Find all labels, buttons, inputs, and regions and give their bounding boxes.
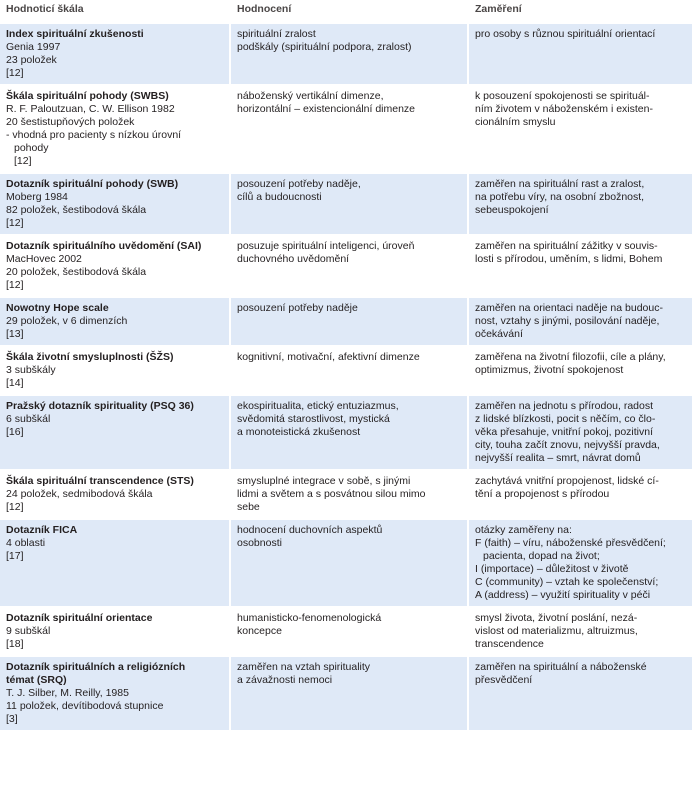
- rating-text: a monoteistická zkušenost: [237, 426, 361, 438]
- focus-text: smysl života, životní poslání, nezá-: [475, 612, 638, 624]
- focus-text: nost, vztahy s jinými, posilování naděje,: [475, 315, 660, 327]
- scale-cell: [0, 519, 230, 607]
- focus-text: přesvědčení: [475, 674, 533, 686]
- scale-detail: 82 položek, šestibodová škála: [6, 204, 147, 216]
- focus-text: I (importace) – důležitost v životě: [475, 563, 629, 575]
- rating-cell: [230, 607, 468, 656]
- scale-reference: [16]: [6, 426, 24, 438]
- table-row: [0, 235, 692, 297]
- focus-text: vislost od materializmu, altruizmus,: [475, 625, 638, 637]
- rating-text: podškály (spirituální podpora, zralost): [237, 41, 412, 53]
- rating-text: osobnosti: [237, 537, 282, 549]
- rating-text: koncepce: [237, 625, 282, 637]
- rating-cell: [230, 297, 468, 346]
- scale-cell: [0, 395, 230, 470]
- scale-name: Škála spirituální pohody (SWBS): [6, 90, 169, 102]
- focus-text: zaměřen na orientaci naděje na budouc-: [475, 302, 663, 314]
- scale-name: Dotazník spirituálních a religiózních: [6, 661, 186, 673]
- scale-cell: [0, 235, 230, 297]
- focus-text: zaměřen na spirituální zážitky v souvis-: [475, 240, 658, 252]
- rating-text: náboženský vertikální dimenze,: [237, 90, 384, 102]
- scale-name: Dotazník spirituální orientace: [6, 612, 153, 624]
- scale-cell: [0, 85, 230, 173]
- rating-cell: [230, 519, 468, 607]
- scale-detail: 3 subškály: [6, 364, 56, 376]
- focus-cell: [468, 607, 692, 656]
- table-row: [0, 85, 692, 173]
- focus-text: zaměřen na jednotu s přírodou, radost: [475, 400, 654, 412]
- focus-text: losti s přírodou, uměním, s lidmi, Bohem: [475, 253, 663, 265]
- scale-reference: [14]: [6, 377, 24, 389]
- scale-name: Dotazník spirituálního uvědomění (SAI): [6, 240, 202, 252]
- focus-text: F (faith) – víru, náboženské přesvědčení;: [475, 537, 666, 549]
- focus-text: optimizmus, životní spokojenost: [475, 364, 624, 376]
- scale-detail: 20 položek, šestibodová škála: [6, 266, 147, 278]
- rating-text: hodnocení duchovních aspektů: [237, 524, 383, 536]
- rating-cell: [230, 173, 468, 235]
- focus-text: zaměřena na životní filozofii, cíle a plány,: [475, 351, 666, 363]
- focus-text: nejvyšší realita – smrt, návrat domů: [475, 452, 641, 464]
- scale-reference: [18]: [6, 638, 24, 650]
- scale-name: Škála životní smysluplnosti (ŠŽS): [6, 351, 174, 363]
- focus-text: zachytává vnitřní propojenost, lidské cí-: [475, 475, 659, 487]
- rating-text: horizontální – existencionální dimenze: [237, 103, 416, 115]
- table-header-row: [0, 0, 692, 23]
- scale-cell: [0, 23, 230, 85]
- scale-name: Pražský dotazník spirituality (PSQ 36): [6, 400, 194, 412]
- rating-text: spirituální zralost: [237, 28, 316, 40]
- focus-text: zaměřen na spirituální a náboženské: [475, 661, 647, 673]
- focus-cell: [468, 85, 692, 173]
- scale-detail: 4 oblasti: [6, 537, 46, 549]
- rating-cell: [230, 470, 468, 519]
- scale-cell: [0, 656, 230, 731]
- focus-cell: [468, 173, 692, 235]
- rating-text: kognitivní, motivační, afektivní dimenze: [237, 351, 420, 363]
- focus-text: A (address) – využití spirituality v péči: [475, 589, 651, 601]
- scale-cell: [0, 346, 230, 395]
- scale-detail: 6 subškál: [6, 413, 51, 425]
- scale-detail: T. J. Silber, M. Reilly, 1985: [6, 687, 129, 699]
- rating-text: svědomitá starostlivost, mystická: [237, 413, 390, 425]
- scale-cell: [0, 173, 230, 235]
- rating-cell: [230, 235, 468, 297]
- scale-reference: [12]: [14, 155, 32, 167]
- focus-cell: [468, 656, 692, 731]
- header-rating: Hodnocení: [230, 0, 468, 23]
- focus-text: z lidské blízkosti, pocit s něčím, co člo-: [475, 413, 656, 425]
- scale-detail: Moberg 1984: [6, 191, 68, 203]
- focus-text: city, touha začít znovu, nejvyšší pravda,: [475, 439, 660, 451]
- focus-text: transcendence: [475, 638, 544, 650]
- focus-cell: [468, 297, 692, 346]
- table-row: [0, 346, 692, 395]
- scale-detail: 20 šestistupňových položek: [6, 116, 135, 128]
- rating-text: cílů a budoucnosti: [237, 191, 322, 203]
- scale-reference: [12]: [6, 67, 24, 79]
- scale-detail: MacHovec 2002: [6, 253, 82, 265]
- focus-text: sebeuspokojení: [475, 204, 549, 216]
- table-row: [0, 23, 692, 85]
- scale-reference: [3]: [6, 713, 18, 725]
- scale-detail: pohody: [14, 142, 49, 154]
- focus-text: na potřebu víry, na osobní zbožnost,: [475, 191, 645, 203]
- focus-cell: [468, 395, 692, 470]
- rating-cell: [230, 85, 468, 173]
- rating-text: lidmi a světem a s posvátnou silou mimo: [237, 488, 426, 500]
- focus-text: zaměřen na spirituální rast a zralost,: [475, 178, 645, 190]
- scale-cell: [0, 297, 230, 346]
- rating-text: posuzuje spirituální inteligenci, úroveň: [237, 240, 415, 252]
- focus-cell: [468, 519, 692, 607]
- rating-text: posouzení potřeby naděje,: [237, 178, 361, 190]
- scale-detail: Genia 1997: [6, 41, 61, 53]
- scale-cell: [0, 470, 230, 519]
- rating-text: ekospiritualita, etický entuziazmus,: [237, 400, 399, 412]
- rating-text: humanisticko-fenomenologická: [237, 612, 382, 624]
- scale-reference: [13]: [6, 328, 24, 340]
- rating-text: duchovného uvědomění: [237, 253, 350, 265]
- scale-name: Dotazník spirituální pohody (SWB): [6, 178, 179, 190]
- table-row: [0, 519, 692, 607]
- scale-name: Nowotny Hope scale: [6, 302, 109, 314]
- scale-reference: [12]: [6, 279, 24, 291]
- scale-detail: R. F. Paloutzuan, C. W. Ellison 1982: [6, 103, 175, 115]
- scale-reference: [12]: [6, 501, 24, 513]
- scale-detail: 29 položek, v 6 dimenzích: [6, 315, 128, 327]
- focus-text: k posouzení spokojenosti se spirituál-: [475, 90, 650, 102]
- rating-text: smysluplné integrace v sobě, s jinými: [237, 475, 411, 487]
- scale-detail: 23 položek: [6, 54, 57, 66]
- table-row: [0, 173, 692, 235]
- rating-cell: [230, 656, 468, 731]
- focus-cell: [468, 470, 692, 519]
- scale-name-continued: témat (SRQ): [6, 674, 67, 686]
- focus-text: C (community) – vztah ke společenství;: [475, 576, 659, 588]
- focus-cell: [468, 346, 692, 395]
- scale-detail: 11 položek, devítibodová stupnice: [6, 700, 164, 712]
- header-focus: Zaměření: [468, 0, 692, 23]
- rating-cell: [230, 395, 468, 470]
- focus-text: cionálním smyslu: [475, 116, 556, 128]
- scale-name: Dotazník FICA: [6, 524, 78, 536]
- table-row: [0, 607, 692, 656]
- scale-name: Index spirituální zkušenosti: [6, 28, 144, 40]
- rating-cell: [230, 346, 468, 395]
- focus-text: ním životem v náboženském i existen-: [475, 103, 653, 115]
- focus-cell: [468, 23, 692, 85]
- table-row: [0, 297, 692, 346]
- table-row: [0, 470, 692, 519]
- rating-text: posouzení potřeby naděje: [237, 302, 358, 314]
- scale-detail: 24 položek, sedmibodová škála: [6, 488, 153, 500]
- scale-reference: [17]: [6, 550, 24, 562]
- rating-text: sebe: [237, 501, 260, 513]
- scale-detail: 9 subškál: [6, 625, 51, 637]
- focus-text: tění a propojenost s přírodou: [475, 488, 610, 500]
- scale-detail: - vhodná pro pacienty s nízkou úrovní: [6, 129, 182, 141]
- focus-cell: [468, 235, 692, 297]
- focus-text: věka přesahuje, vnitřní pokoj, pozitivní: [475, 426, 654, 438]
- rating-text: a závažnosti nemoci: [237, 674, 333, 686]
- table-row: [0, 395, 692, 470]
- rating-text: zaměřen na vztah spirituality: [237, 661, 371, 673]
- focus-text: pro osoby s různou spirituální orientací: [475, 28, 656, 40]
- header-scale: Hodnoticí škála: [0, 0, 230, 23]
- scale-name: Škála spirituální transcendence (STS): [6, 475, 194, 487]
- scale-reference: [12]: [6, 217, 24, 229]
- focus-text: otázky zaměřeny na:: [475, 524, 572, 536]
- rating-cell: [230, 23, 468, 85]
- table-row: [0, 656, 692, 731]
- scale-cell: [0, 607, 230, 656]
- focus-text: pacienta, dopad na život;: [483, 550, 600, 562]
- focus-text: očekávání: [475, 328, 523, 340]
